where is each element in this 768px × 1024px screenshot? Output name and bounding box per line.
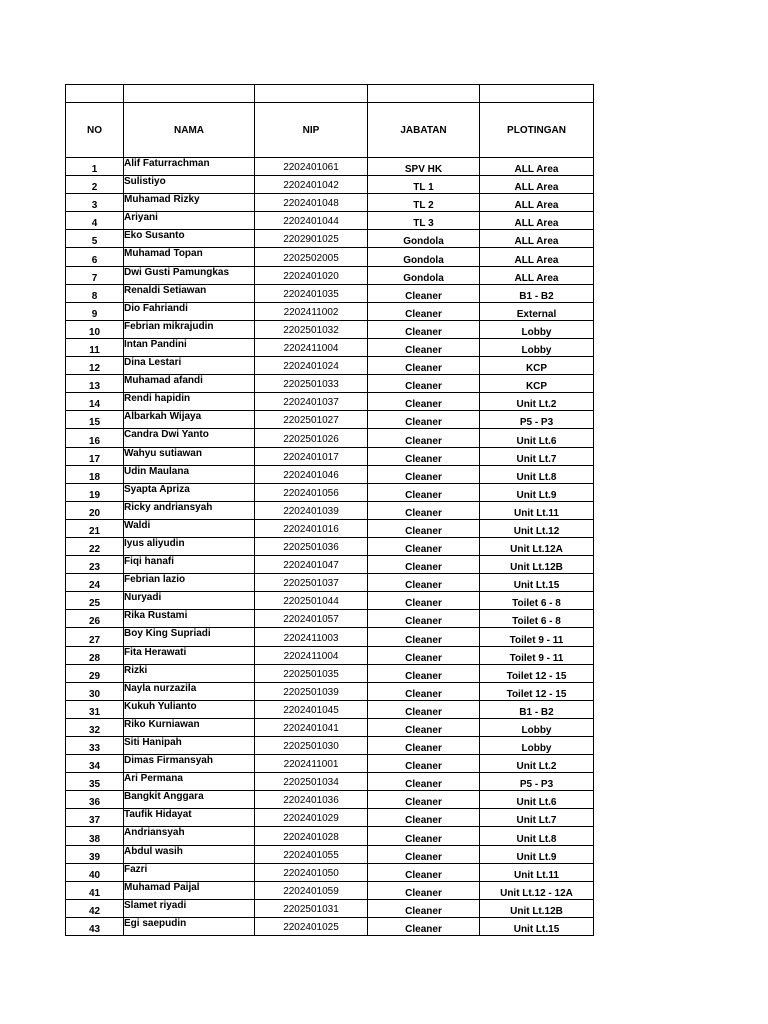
header-nip: NIP xyxy=(255,103,368,158)
row-nip: 2202401041 xyxy=(255,718,368,736)
table-row xyxy=(66,700,594,718)
row-nip: 2202411003 xyxy=(255,628,368,646)
row-nip: 2202401017 xyxy=(255,447,368,465)
row-jabatan: TL 2 xyxy=(368,194,480,212)
row-jabatan: Cleaner xyxy=(368,755,480,773)
row-nama: Rika Rustami xyxy=(124,610,255,628)
row-nip: 2202501035 xyxy=(255,664,368,682)
row-jabatan: Cleaner xyxy=(368,737,480,755)
row-plotingan: Unit Lt.8 xyxy=(480,465,594,483)
table-row xyxy=(66,592,594,610)
row-nama: Nayla nurzazila xyxy=(124,682,255,700)
row-plotingan: KCP xyxy=(480,375,594,393)
table-row xyxy=(66,176,594,194)
table-row xyxy=(66,827,594,845)
table-row xyxy=(66,917,594,935)
row-jabatan: Cleaner xyxy=(368,447,480,465)
row-nip: 2202901025 xyxy=(255,230,368,248)
table-row xyxy=(66,230,594,248)
row-nip: 2202401056 xyxy=(255,483,368,501)
row-nama: Sulistiyo xyxy=(124,176,255,194)
row-no: 20 xyxy=(66,501,124,519)
blank-cell xyxy=(124,85,255,103)
row-nip: 2202401047 xyxy=(255,556,368,574)
row-nama: Dwi Gusti Pamungkas xyxy=(124,266,255,284)
row-jabatan: Cleaner xyxy=(368,718,480,736)
row-jabatan: Cleaner xyxy=(368,574,480,592)
row-nip: 2202401046 xyxy=(255,465,368,483)
header-row xyxy=(66,103,594,158)
row-plotingan: External xyxy=(480,302,594,320)
row-jabatan: Cleaner xyxy=(368,519,480,537)
row-nama: Iyus aliyudin xyxy=(124,537,255,555)
row-plotingan: Unit Lt.9 xyxy=(480,483,594,501)
row-plotingan: Unit Lt.9 xyxy=(480,845,594,863)
row-plotingan: Unit Lt.8 xyxy=(480,827,594,845)
row-jabatan: Cleaner xyxy=(368,393,480,411)
table-row xyxy=(66,718,594,736)
blank-cell xyxy=(66,85,124,103)
table-row xyxy=(66,266,594,284)
row-no: 32 xyxy=(66,718,124,736)
row-jabatan: Cleaner xyxy=(368,483,480,501)
row-nip: 2202501033 xyxy=(255,375,368,393)
row-no: 22 xyxy=(66,537,124,555)
row-jabatan: Cleaner xyxy=(368,682,480,700)
table-row xyxy=(66,447,594,465)
row-nama: Riko Kurniawan xyxy=(124,718,255,736)
row-no: 8 xyxy=(66,284,124,302)
row-nip: 2202401037 xyxy=(255,393,368,411)
row-jabatan: Cleaner xyxy=(368,845,480,863)
row-plotingan: B1 - B2 xyxy=(480,700,594,718)
row-jabatan: TL 1 xyxy=(368,176,480,194)
row-plotingan: Unit Lt.2 xyxy=(480,755,594,773)
row-nip: 2202401050 xyxy=(255,863,368,881)
row-jabatan: Cleaner xyxy=(368,899,480,917)
row-nama: Fita Herawati xyxy=(124,646,255,664)
row-nip: 2202401039 xyxy=(255,501,368,519)
header-jabatan: JABATAN xyxy=(368,103,480,158)
table-row xyxy=(66,375,594,393)
row-nama: Muhamad afandi xyxy=(124,375,255,393)
row-no: 36 xyxy=(66,791,124,809)
row-nama: Siti Hanipah xyxy=(124,737,255,755)
row-plotingan: Toilet 6 - 8 xyxy=(480,592,594,610)
row-nama: Boy King Supriadi xyxy=(124,628,255,646)
row-no: 31 xyxy=(66,700,124,718)
row-jabatan: Cleaner xyxy=(368,664,480,682)
row-nip: 2202401045 xyxy=(255,700,368,718)
row-plotingan: Lobby xyxy=(480,737,594,755)
row-no: 39 xyxy=(66,845,124,863)
header-nama: NAMA xyxy=(124,103,255,158)
row-jabatan: Cleaner xyxy=(368,700,480,718)
row-jabatan: Cleaner xyxy=(368,411,480,429)
row-plotingan: Unit Lt.12A xyxy=(480,537,594,555)
row-nama: Dimas Firmansyah xyxy=(124,755,255,773)
row-no: 17 xyxy=(66,447,124,465)
row-nama: Waldi xyxy=(124,519,255,537)
row-no: 10 xyxy=(66,320,124,338)
row-plotingan: B1 - B2 xyxy=(480,284,594,302)
row-nama: Candra Dwi Yanto xyxy=(124,429,255,447)
row-jabatan: Cleaner xyxy=(368,773,480,791)
table-row xyxy=(66,429,594,447)
table-row xyxy=(66,881,594,899)
row-nama: Renaldi Setiawan xyxy=(124,284,255,302)
row-jabatan: Gondola xyxy=(368,230,480,248)
row-plotingan: Unit Lt.2 xyxy=(480,393,594,411)
row-nip: 2202401025 xyxy=(255,917,368,935)
row-plotingan: ALL Area xyxy=(480,158,594,176)
row-nama: Fiqi hanafi xyxy=(124,556,255,574)
row-nama: Dina Lestari xyxy=(124,357,255,375)
table-row xyxy=(66,809,594,827)
row-nama: Egi saepudin xyxy=(124,917,255,935)
row-nip: 2202501031 xyxy=(255,899,368,917)
table-row xyxy=(66,393,594,411)
row-no: 15 xyxy=(66,411,124,429)
table-row xyxy=(66,737,594,755)
row-nama: Rizki xyxy=(124,664,255,682)
row-plotingan: ALL Area xyxy=(480,194,594,212)
row-plotingan: Lobby xyxy=(480,718,594,736)
row-no: 33 xyxy=(66,737,124,755)
row-no: 21 xyxy=(66,519,124,537)
table-row xyxy=(66,863,594,881)
table-row xyxy=(66,899,594,917)
row-jabatan: Cleaner xyxy=(368,537,480,555)
row-nama: Ariyani xyxy=(124,212,255,230)
table-row xyxy=(66,574,594,592)
row-nama: Febrian lazio xyxy=(124,574,255,592)
row-nip: 2202401059 xyxy=(255,881,368,899)
row-nama: Wahyu sutiawan xyxy=(124,447,255,465)
table-row xyxy=(66,248,594,266)
row-nama: Udin Maulana xyxy=(124,465,255,483)
row-nama: Slamet riyadi xyxy=(124,899,255,917)
table-row xyxy=(66,465,594,483)
row-nama: Intan Pandini xyxy=(124,338,255,356)
row-plotingan: Unit Lt.15 xyxy=(480,917,594,935)
row-nip: 2202411001 xyxy=(255,755,368,773)
row-nama: Syapta Apriza xyxy=(124,483,255,501)
row-plotingan: P5 - P3 xyxy=(480,773,594,791)
row-no: 29 xyxy=(66,664,124,682)
row-nip: 2202401024 xyxy=(255,357,368,375)
row-no: 24 xyxy=(66,574,124,592)
row-nip: 2202401055 xyxy=(255,845,368,863)
row-plotingan: Unit Lt.6 xyxy=(480,429,594,447)
row-no: 35 xyxy=(66,773,124,791)
row-nama: Ricky andriansyah xyxy=(124,501,255,519)
row-plotingan: Unit Lt.12 xyxy=(480,519,594,537)
row-no: 11 xyxy=(66,338,124,356)
row-jabatan: Cleaner xyxy=(368,646,480,664)
row-plotingan: Unit Lt.12B xyxy=(480,899,594,917)
row-nip: 2202501027 xyxy=(255,411,368,429)
blank-cell xyxy=(480,85,594,103)
table-row xyxy=(66,212,594,230)
row-nip: 2202401061 xyxy=(255,158,368,176)
row-jabatan: Cleaner xyxy=(368,302,480,320)
row-no: 28 xyxy=(66,646,124,664)
row-plotingan: Toilet 6 - 8 xyxy=(480,610,594,628)
table-row xyxy=(66,357,594,375)
row-no: 16 xyxy=(66,429,124,447)
table-row xyxy=(66,791,594,809)
table-row xyxy=(66,501,594,519)
row-nip: 2202401044 xyxy=(255,212,368,230)
row-nama: Albarkah Wijaya xyxy=(124,411,255,429)
row-nip: 2202401042 xyxy=(255,176,368,194)
row-plotingan: ALL Area xyxy=(480,248,594,266)
row-plotingan: Unit Lt.15 xyxy=(480,574,594,592)
row-plotingan: P5 - P3 xyxy=(480,411,594,429)
table-row xyxy=(66,664,594,682)
row-no: 1 xyxy=(66,158,124,176)
row-nama: Fazri xyxy=(124,863,255,881)
row-plotingan: Lobby xyxy=(480,320,594,338)
row-jabatan: TL 3 xyxy=(368,212,480,230)
row-jabatan: Cleaner xyxy=(368,465,480,483)
row-plotingan: Unit Lt.11 xyxy=(480,863,594,881)
row-nip: 2202411004 xyxy=(255,646,368,664)
table-row xyxy=(66,411,594,429)
row-no: 5 xyxy=(66,230,124,248)
row-nip: 2202502005 xyxy=(255,248,368,266)
table-row xyxy=(66,682,594,700)
row-nama: Febrian mikrajudin xyxy=(124,320,255,338)
table-row xyxy=(66,302,594,320)
row-nip: 2202411004 xyxy=(255,338,368,356)
table-row xyxy=(66,628,594,646)
row-no: 27 xyxy=(66,628,124,646)
row-no: 43 xyxy=(66,917,124,935)
table-row xyxy=(66,284,594,302)
row-jabatan: Cleaner xyxy=(368,592,480,610)
table-row xyxy=(66,610,594,628)
row-nip: 2202401028 xyxy=(255,827,368,845)
row-nama: Muhamad Paijal xyxy=(124,881,255,899)
row-jabatan: Cleaner xyxy=(368,284,480,302)
row-jabatan: Cleaner xyxy=(368,881,480,899)
row-nip: 2202501039 xyxy=(255,682,368,700)
row-no: 4 xyxy=(66,212,124,230)
row-nip: 2202501037 xyxy=(255,574,368,592)
table-row xyxy=(66,338,594,356)
row-nama: Nuryadi xyxy=(124,592,255,610)
row-nama: Dio Fahriandi xyxy=(124,302,255,320)
table-row xyxy=(66,646,594,664)
row-nama: Eko Susanto xyxy=(124,230,255,248)
row-nama: Abdul wasih xyxy=(124,845,255,863)
row-no: 37 xyxy=(66,809,124,827)
row-nip: 2202501044 xyxy=(255,592,368,610)
row-nama: Alif Faturrachman xyxy=(124,158,255,176)
row-no: 9 xyxy=(66,302,124,320)
row-plotingan: Toilet 12 - 15 xyxy=(480,664,594,682)
row-nip: 2202401016 xyxy=(255,519,368,537)
row-plotingan: Lobby xyxy=(480,338,594,356)
table-row xyxy=(66,773,594,791)
row-nama: Rendi hapidin xyxy=(124,393,255,411)
row-nip: 2202401036 xyxy=(255,791,368,809)
header-no: NO xyxy=(66,103,124,158)
table-row xyxy=(66,755,594,773)
row-nama: Bangkit Anggara xyxy=(124,791,255,809)
row-nip: 2202401029 xyxy=(255,809,368,827)
row-no: 3 xyxy=(66,194,124,212)
row-nip: 2202401035 xyxy=(255,284,368,302)
row-no: 7 xyxy=(66,266,124,284)
row-jabatan: Cleaner xyxy=(368,827,480,845)
row-no: 13 xyxy=(66,375,124,393)
table-row xyxy=(66,158,594,176)
row-plotingan: ALL Area xyxy=(480,230,594,248)
table-row xyxy=(66,483,594,501)
row-plotingan: Unit Lt.12 - 12A xyxy=(480,881,594,899)
row-nip: 2202501030 xyxy=(255,737,368,755)
row-no: 12 xyxy=(66,357,124,375)
row-plotingan: Unit Lt.12B xyxy=(480,556,594,574)
row-jabatan: Cleaner xyxy=(368,429,480,447)
blank-row xyxy=(66,85,594,103)
row-plotingan: ALL Area xyxy=(480,212,594,230)
table-row xyxy=(66,845,594,863)
row-plotingan: ALL Area xyxy=(480,176,594,194)
row-plotingan: ALL Area xyxy=(480,266,594,284)
roster-body xyxy=(66,85,594,936)
row-jabatan: Cleaner xyxy=(368,556,480,574)
row-nama: Muhamad Rizky xyxy=(124,194,255,212)
row-jabatan: Cleaner xyxy=(368,357,480,375)
row-jabatan: Cleaner xyxy=(368,628,480,646)
row-jabatan: Cleaner xyxy=(368,863,480,881)
row-no: 30 xyxy=(66,682,124,700)
blank-cell xyxy=(255,85,368,103)
row-jabatan: Cleaner xyxy=(368,917,480,935)
row-nama: Kukuh Yulianto xyxy=(124,700,255,718)
row-no: 40 xyxy=(66,863,124,881)
row-no: 18 xyxy=(66,465,124,483)
row-jabatan: Cleaner xyxy=(368,501,480,519)
row-no: 14 xyxy=(66,393,124,411)
header-plotingan: PLOTINGAN xyxy=(480,103,594,158)
row-plotingan: Toilet 12 - 15 xyxy=(480,682,594,700)
table-row xyxy=(66,556,594,574)
table-row xyxy=(66,194,594,212)
row-no: 26 xyxy=(66,610,124,628)
row-jabatan: Cleaner xyxy=(368,375,480,393)
row-plotingan: Unit Lt.7 xyxy=(480,447,594,465)
row-nip: 2202401048 xyxy=(255,194,368,212)
row-nama: Ari Permana xyxy=(124,773,255,791)
row-jabatan: Cleaner xyxy=(368,338,480,356)
row-jabatan: Cleaner xyxy=(368,610,480,628)
row-no: 2 xyxy=(66,176,124,194)
row-nip: 2202411002 xyxy=(255,302,368,320)
row-no: 23 xyxy=(66,556,124,574)
row-plotingan: Toilet 9 - 11 xyxy=(480,628,594,646)
row-no: 19 xyxy=(66,483,124,501)
row-plotingan: Unit Lt.7 xyxy=(480,809,594,827)
row-plotingan: Toilet 9 - 11 xyxy=(480,646,594,664)
row-plotingan: KCP xyxy=(480,357,594,375)
row-nip: 2202501026 xyxy=(255,429,368,447)
row-no: 34 xyxy=(66,755,124,773)
row-jabatan: SPV HK xyxy=(368,158,480,176)
row-no: 25 xyxy=(66,592,124,610)
staff-roster-table xyxy=(65,84,594,936)
row-nama: Andriansyah xyxy=(124,827,255,845)
row-nip: 2202501036 xyxy=(255,537,368,555)
row-nip: 2202401020 xyxy=(255,266,368,284)
row-nip: 2202501034 xyxy=(255,773,368,791)
row-jabatan: Cleaner xyxy=(368,320,480,338)
blank-cell xyxy=(368,85,480,103)
row-nip: 2202501032 xyxy=(255,320,368,338)
table-row xyxy=(66,320,594,338)
row-jabatan: Gondola xyxy=(368,248,480,266)
row-no: 42 xyxy=(66,899,124,917)
row-no: 41 xyxy=(66,881,124,899)
row-nip: 2202401057 xyxy=(255,610,368,628)
row-nama: Taufik Hidayat xyxy=(124,809,255,827)
row-no: 6 xyxy=(66,248,124,266)
row-plotingan: Unit Lt.11 xyxy=(480,501,594,519)
table-row xyxy=(66,519,594,537)
table-row xyxy=(66,537,594,555)
row-jabatan: Cleaner xyxy=(368,791,480,809)
row-no: 38 xyxy=(66,827,124,845)
row-jabatan: Cleaner xyxy=(368,809,480,827)
row-nama: Muhamad Topan xyxy=(124,248,255,266)
row-jabatan: Gondola xyxy=(368,266,480,284)
row-plotingan: Unit Lt.6 xyxy=(480,791,594,809)
